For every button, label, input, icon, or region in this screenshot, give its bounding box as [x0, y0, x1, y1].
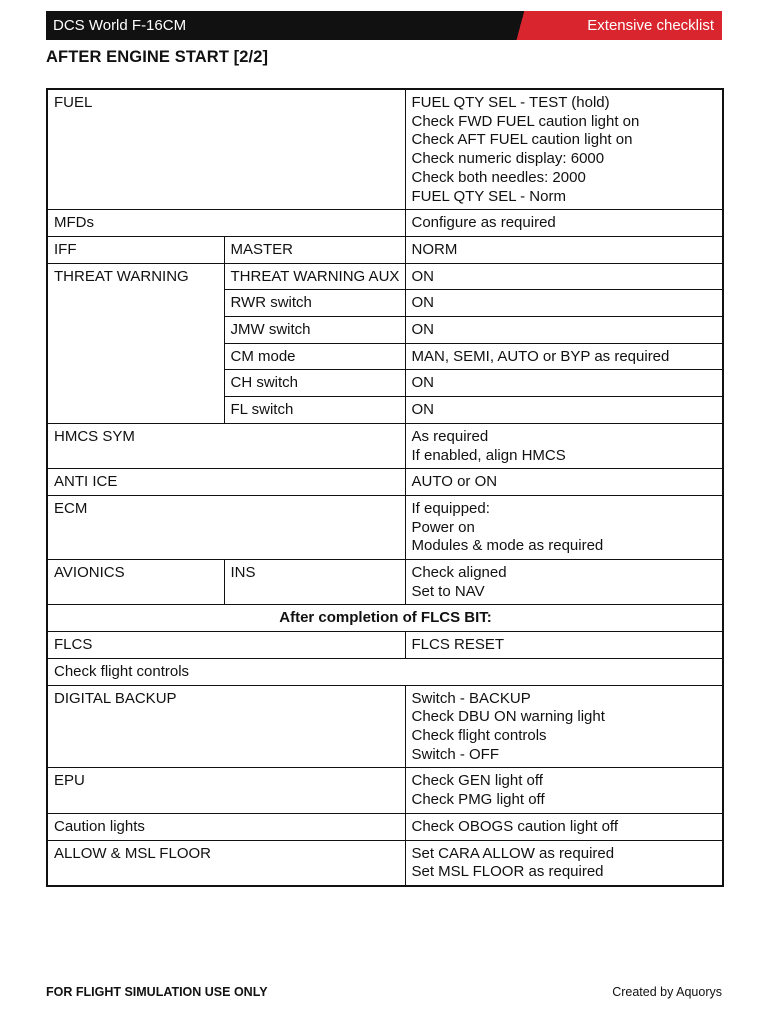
action-cell: MAN, SEMI, AUTO or BYP as required [405, 343, 723, 370]
item-cell: FLCS [47, 632, 405, 659]
table-row [47, 236, 723, 263]
table-row [47, 560, 723, 605]
sub-item-cell: JMW switch [224, 317, 405, 344]
action-cell [405, 685, 723, 768]
table-row [47, 605, 723, 632]
sub-item-cell: THREAT WARNING AUX [224, 263, 405, 290]
action-line: Check flight controls [411, 726, 547, 744]
item-cell: EPU [47, 768, 405, 813]
item-cell: MFDs [47, 210, 405, 237]
action-cell [405, 495, 723, 559]
header-banner [46, 11, 722, 40]
page-title: AFTER ENGINE START [2/2] [46, 48, 269, 66]
action-cell: ON [405, 263, 723, 290]
action-line: As required [411, 427, 489, 445]
action-line: Set MSL FLOOR as required [411, 863, 604, 881]
sub-item-cell: RWR switch [224, 290, 405, 317]
table-row [47, 813, 723, 840]
table-row [47, 768, 723, 813]
action-line: FUEL QTY SEL - Norm [411, 187, 566, 205]
item-cell: DIGITAL BACKUP [47, 685, 405, 768]
action-line: Check AFT FUEL caution light on [411, 131, 633, 149]
action-line: Switch - BACKUP [411, 689, 531, 707]
action-line: Set to NAV [411, 582, 485, 600]
checklist-table [46, 88, 724, 887]
section-header-cell: After completion of FLCS BIT: [47, 605, 723, 632]
action-line: Check PMG light off [411, 791, 545, 809]
action-line: Modules & mode as required [411, 537, 604, 555]
header-title: DCS World F-16CM [53, 17, 187, 34]
action-cell: NORM [405, 236, 723, 263]
item-cell: AVIONICS [47, 560, 224, 605]
table-row [47, 840, 723, 886]
item-cell: Caution lights [47, 813, 405, 840]
action-cell: AUTO or ON [405, 469, 723, 496]
action-cell: ON [405, 397, 723, 424]
action-cell: FLCS RESET [405, 632, 723, 659]
action-cell [405, 768, 723, 813]
item-cell: FUEL [47, 89, 405, 210]
sub-item-cell: MASTER [224, 236, 405, 263]
item-cell: Check flight controls [47, 658, 723, 685]
action-cell [405, 560, 723, 605]
action-line: Switch - OFF [411, 745, 500, 763]
action-line: Check DBU ON warning light [411, 708, 605, 726]
action-line: Check numeric display: 6000 [411, 150, 605, 168]
sub-item-cell: CM mode [224, 343, 405, 370]
action-cell: Check OBOGS caution light off [405, 813, 723, 840]
item-cell: THREAT WARNING [47, 263, 224, 423]
action-line: FUEL QTY SEL - TEST (hold) [411, 94, 610, 111]
table-row [47, 263, 723, 290]
action-cell [405, 840, 723, 886]
item-cell: ALLOW & MSL FLOOR [47, 840, 405, 886]
table-row [47, 658, 723, 685]
action-line: Set CARA ALLOW as required [411, 844, 615, 862]
action-cell [405, 423, 723, 468]
action-cell: ON [405, 290, 723, 317]
item-cell: IFF [47, 236, 224, 263]
table-row [47, 632, 723, 659]
item-cell: ANTI ICE [47, 469, 405, 496]
action-line: Check FWD FUEL caution light on [411, 112, 640, 130]
action-line: Check both needles: 2000 [411, 168, 586, 186]
sub-item-cell: INS [224, 560, 405, 605]
footer-credit: Created by Aquorys [612, 985, 722, 999]
table-row [47, 89, 723, 210]
action-cell: Configure as required [405, 210, 723, 237]
action-line: Check GEN light off [411, 772, 543, 790]
action-cell: ON [405, 317, 723, 344]
action-line: Check aligned [411, 564, 507, 582]
table-row [47, 685, 723, 768]
footer-disclaimer: FOR FLIGHT SIMULATION USE ONLY [46, 985, 268, 999]
action-cell [405, 89, 723, 210]
action-cell: ON [405, 370, 723, 397]
action-line: Power on [411, 518, 475, 536]
table-row [47, 423, 723, 468]
header-subtitle: Extensive checklist [587, 17, 714, 34]
table-row [47, 210, 723, 237]
item-cell: HMCS SYM [47, 423, 405, 468]
sub-item-cell: CH switch [224, 370, 405, 397]
sub-item-cell: FL switch [224, 397, 405, 424]
action-line: If equipped: [411, 499, 490, 517]
table-row [47, 495, 723, 559]
table-row [47, 469, 723, 496]
item-cell: ECM [47, 495, 405, 559]
action-line: If enabled, align HMCS [411, 446, 566, 464]
